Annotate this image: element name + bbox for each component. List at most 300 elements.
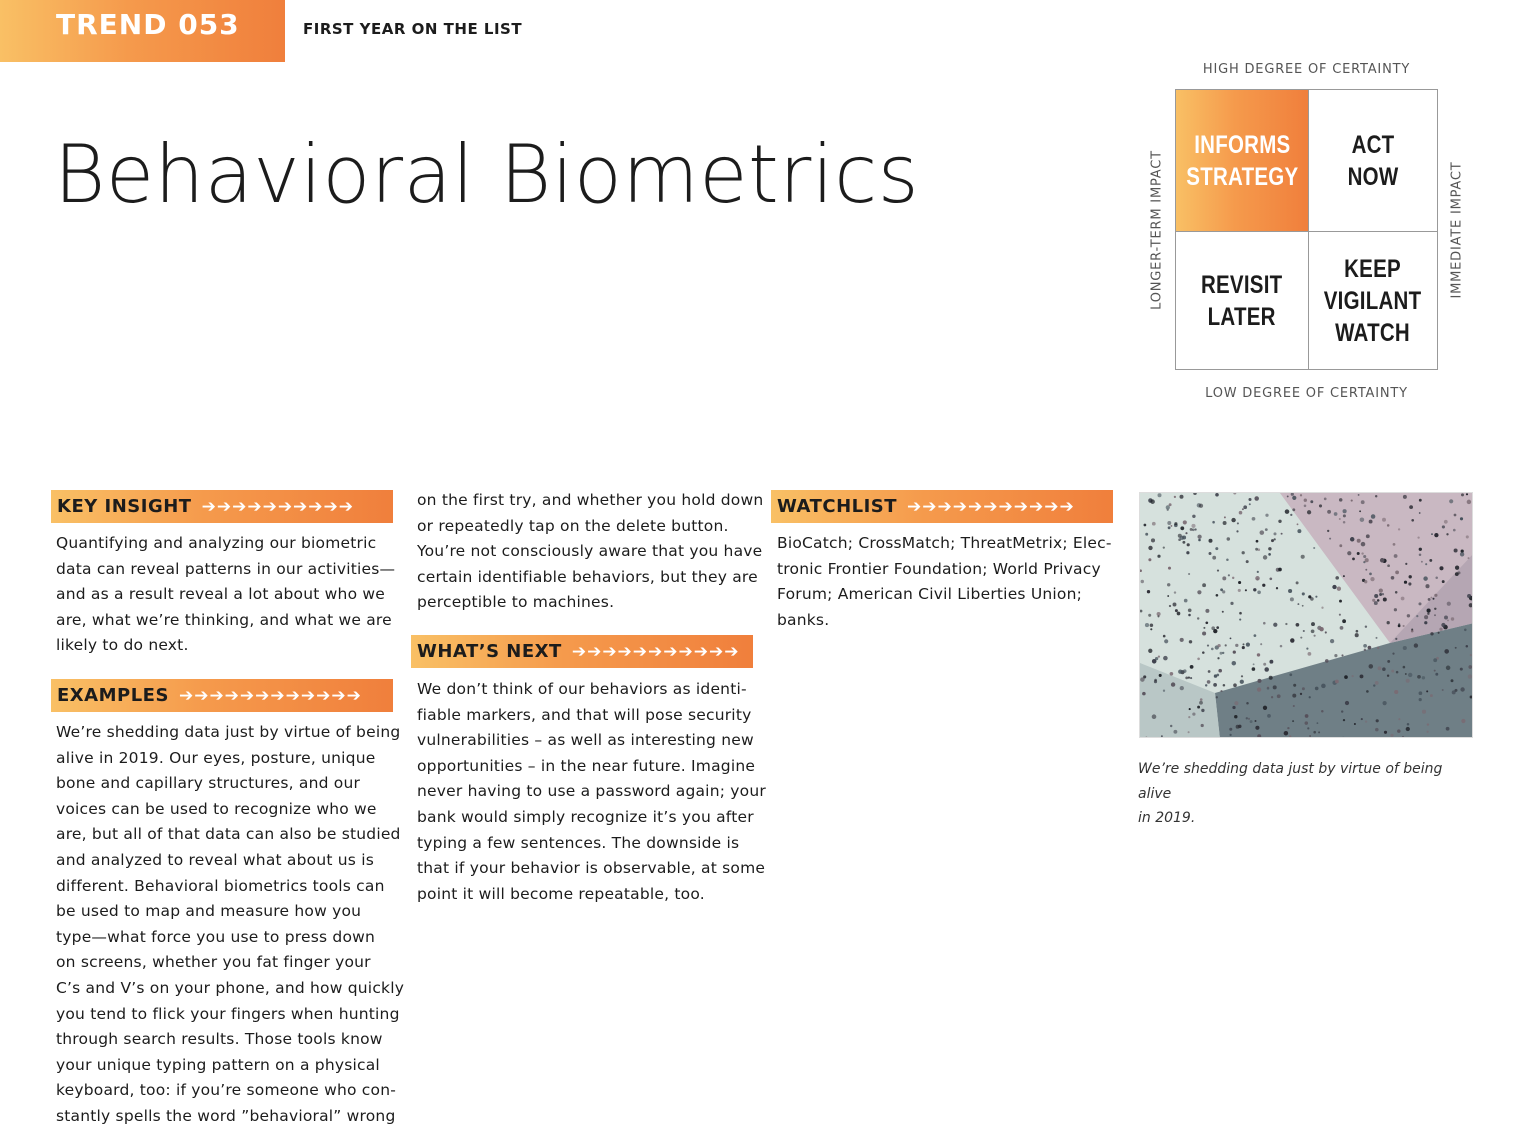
text-line: your unique typing pattern on a physical	[56, 1055, 380, 1074]
caption-line: in 2019.	[1138, 810, 1196, 826]
person-dot	[1321, 607, 1323, 609]
person-dot	[1168, 526, 1171, 529]
person-dot	[1311, 629, 1315, 633]
person-dot	[1199, 701, 1203, 705]
person-dot	[1197, 617, 1199, 619]
person-dot	[1434, 614, 1436, 616]
person-dot	[1395, 571, 1399, 575]
person-dot	[1273, 623, 1277, 627]
person-dot	[1308, 652, 1312, 656]
person-dot	[1290, 597, 1294, 601]
text-line: are, but all of that data can also be studied	[56, 825, 401, 844]
person-dot	[1302, 687, 1305, 690]
person-dot	[1425, 584, 1429, 588]
person-dot	[1435, 576, 1438, 579]
person-dot	[1264, 667, 1269, 672]
person-dot	[1358, 494, 1360, 496]
person-dot	[1430, 597, 1432, 599]
text-line: be used to map and measure how you	[56, 902, 362, 921]
matrix-axis-left: LONGER-TERM IMPACT	[1149, 150, 1165, 310]
person-dot	[1411, 628, 1413, 630]
person-dot	[1418, 602, 1421, 605]
person-dot	[1416, 615, 1418, 617]
person-dot	[1257, 653, 1260, 656]
person-dot	[1293, 705, 1295, 707]
person-dot	[1383, 701, 1387, 705]
person-dot	[1363, 644, 1367, 648]
section-heading: WATCHLIST	[777, 496, 898, 517]
person-dot	[1214, 674, 1217, 677]
person-dot	[1205, 609, 1209, 613]
person-dot	[1321, 710, 1324, 713]
person-dot	[1433, 598, 1435, 600]
person-dot	[1145, 533, 1148, 536]
person-dot	[1419, 554, 1422, 557]
person-dot	[1398, 625, 1401, 628]
person-dot	[1369, 573, 1372, 576]
person-dot	[1194, 528, 1196, 530]
person-dot	[1387, 524, 1390, 527]
person-dot	[1434, 533, 1438, 537]
person-dot	[1300, 637, 1302, 639]
person-dot	[1255, 720, 1257, 722]
person-dot	[1292, 496, 1296, 500]
person-dot	[1197, 590, 1201, 594]
person-dot	[1460, 517, 1463, 520]
person-dot	[1446, 666, 1451, 671]
person-dot	[1344, 675, 1348, 679]
person-dot	[1201, 724, 1204, 727]
person-dot	[1360, 674, 1364, 678]
person-dot	[1158, 493, 1162, 497]
arrow-right-icon: ➔➔➔➔➔➔➔➔➔➔➔➔	[178, 685, 362, 706]
person-dot	[1435, 673, 1438, 676]
person-dot	[1225, 644, 1227, 646]
person-dot	[1342, 619, 1346, 623]
person-dot	[1150, 499, 1155, 504]
text-line: type—what force you use to press down	[56, 927, 376, 946]
text-line: on screens, whether you fat finger your	[56, 953, 371, 972]
text-line: you tend to flick your fingers when hunting	[56, 1004, 400, 1023]
person-dot	[1419, 548, 1422, 551]
person-dot	[1383, 598, 1387, 602]
person-dot	[1290, 638, 1294, 642]
text-line: We’re shedding data just by virtue of being	[56, 723, 401, 741]
person-dot	[1354, 723, 1356, 725]
person-dot	[1361, 500, 1365, 504]
person-dot	[1255, 576, 1260, 581]
trend-number: TREND 053	[56, 8, 240, 41]
person-dot	[1447, 602, 1451, 606]
person-dot	[1223, 684, 1226, 687]
person-dot	[1364, 649, 1366, 651]
text-line: data can reveal patterns in our activities—	[56, 559, 396, 578]
person-dot	[1334, 654, 1337, 657]
person-dot	[1318, 731, 1320, 733]
matrix-cell-label: ACT NOW	[1347, 130, 1399, 191]
person-dot	[1263, 622, 1266, 625]
person-dot	[1284, 731, 1289, 736]
person-dot	[1205, 621, 1208, 624]
person-dot	[1216, 594, 1219, 597]
person-dot	[1184, 599, 1188, 603]
matrix-cell-label: KEEP VIGILANT WATCH	[1324, 254, 1422, 347]
person-dot	[1217, 657, 1219, 659]
person-dot	[1189, 640, 1192, 643]
text-line: perceptible to machines.	[417, 593, 615, 612]
text-line: bank would simply recognize it’s you after	[417, 807, 754, 826]
person-dot	[1161, 735, 1163, 737]
person-dot	[1203, 627, 1205, 629]
person-dot	[1394, 690, 1398, 694]
text-line: Forum; American Civil Liberties Union;	[777, 585, 1083, 604]
person-dot	[1407, 723, 1410, 726]
person-dot	[1173, 730, 1177, 734]
person-dot	[1265, 528, 1268, 531]
text-line: alive in 2019. Our eyes, posture, unique	[56, 748, 376, 767]
person-dot	[1147, 590, 1150, 593]
person-dot	[1453, 529, 1456, 532]
person-dot	[1390, 734, 1393, 737]
person-dot	[1451, 679, 1454, 682]
person-dot	[1257, 590, 1261, 594]
examples-text-continued	[417, 488, 763, 616]
person-dot	[1340, 626, 1344, 630]
matrix-cell-informs-strategy	[1176, 90, 1308, 231]
person-dot	[1278, 568, 1282, 572]
person-dot	[1242, 508, 1244, 510]
person-dot	[1168, 567, 1171, 570]
person-dot	[1403, 625, 1405, 627]
person-dot	[1419, 691, 1423, 695]
person-dot	[1230, 638, 1232, 640]
person-dot	[1439, 566, 1443, 570]
text-line: typing a few sentences. The downside is	[417, 833, 740, 852]
person-dot	[1391, 576, 1395, 580]
person-dot	[1185, 677, 1188, 680]
text-line: fiable markers, and that will pose security	[417, 705, 752, 724]
person-dot	[1234, 701, 1238, 705]
person-dot	[1419, 499, 1422, 502]
text-line: tronic Frontier Foundation; World Privacy	[777, 559, 1101, 578]
person-dot	[1361, 542, 1366, 547]
person-dot	[1229, 728, 1232, 731]
person-dot	[1467, 594, 1471, 598]
person-dot	[1387, 621, 1390, 624]
person-dot	[1152, 714, 1157, 719]
person-dot	[1414, 643, 1418, 647]
person-dot	[1155, 657, 1158, 660]
person-dot	[1218, 669, 1222, 673]
person-dot	[1376, 719, 1379, 722]
photo-caption	[1138, 757, 1478, 831]
person-dot	[1202, 651, 1205, 654]
person-dot	[1409, 575, 1412, 578]
person-dot	[1357, 539, 1361, 543]
text-line: Quantifying and analyzing our biometric	[56, 534, 377, 552]
person-dot	[1419, 512, 1421, 514]
person-dot	[1242, 551, 1245, 554]
person-dot	[1163, 546, 1165, 548]
person-dot	[1398, 718, 1400, 720]
person-dot	[1257, 687, 1261, 691]
person-dot	[1238, 589, 1241, 592]
person-dot	[1224, 516, 1226, 518]
person-dot	[1180, 536, 1184, 540]
person-dot	[1220, 652, 1223, 655]
person-dot	[1167, 521, 1171, 525]
person-dot	[1289, 735, 1291, 737]
person-dot	[1405, 563, 1407, 565]
person-dot	[1407, 614, 1410, 617]
person-dot	[1280, 645, 1283, 648]
person-dot	[1252, 667, 1256, 671]
person-dot	[1343, 514, 1346, 517]
person-dot	[1309, 737, 1312, 738]
person-dot	[1319, 627, 1323, 631]
person-dot	[1188, 716, 1190, 718]
person-dot	[1356, 630, 1359, 633]
person-dot	[1311, 622, 1315, 626]
person-dot	[1363, 555, 1366, 558]
person-dot	[1387, 564, 1390, 567]
person-dot	[1339, 614, 1341, 616]
text-line: and as a result reveal a lot about who we	[56, 585, 385, 604]
text-line: point it will become repeatable, too.	[417, 884, 705, 903]
person-dot	[1271, 539, 1274, 542]
person-dot	[1209, 552, 1212, 555]
person-dot	[1460, 552, 1464, 556]
text-line: banks.	[777, 610, 830, 629]
person-dot	[1192, 515, 1195, 518]
person-dot	[1236, 725, 1240, 729]
person-dot	[1166, 505, 1170, 509]
person-dot	[1269, 676, 1273, 680]
person-dot	[1148, 649, 1152, 653]
person-dot	[1442, 580, 1445, 583]
person-dot	[1159, 674, 1162, 677]
person-dot	[1375, 495, 1377, 497]
person-dot	[1183, 669, 1186, 672]
examples-text	[56, 720, 404, 1130]
matrix-cell-keep-vigilant-watch	[1308, 231, 1437, 369]
person-dot	[1347, 551, 1351, 555]
text-line: opportunities – in the near future. Imagine	[417, 756, 756, 775]
person-dot	[1444, 616, 1448, 620]
person-dot	[1409, 505, 1413, 509]
text-line: C’s and V’s on your phone, and how quickly	[56, 978, 405, 997]
person-dot	[1252, 517, 1256, 521]
person-dot	[1422, 710, 1426, 714]
person-dot	[1182, 541, 1185, 544]
person-dot	[1246, 702, 1249, 705]
person-dot	[1175, 609, 1178, 612]
person-dot	[1197, 535, 1201, 539]
person-dot	[1250, 720, 1253, 723]
person-dot	[1268, 547, 1271, 550]
person-dot	[1403, 495, 1407, 499]
text-line: certain identifiable behaviors, but they are	[417, 567, 758, 586]
person-dot	[1254, 634, 1257, 637]
person-dot	[1243, 505, 1247, 509]
person-dot	[1262, 584, 1265, 587]
person-dot	[1189, 708, 1191, 710]
person-dot	[1144, 524, 1147, 527]
person-dot	[1216, 626, 1219, 629]
person-dot	[1253, 663, 1255, 665]
person-dot	[1469, 603, 1473, 607]
section-heading: WHAT’S NEXT	[417, 641, 562, 662]
person-dot	[1287, 495, 1289, 497]
person-dot	[1177, 612, 1181, 616]
person-dot	[1345, 701, 1349, 705]
person-dot	[1357, 552, 1360, 555]
person-dot	[1235, 644, 1238, 647]
person-dot	[1365, 569, 1367, 571]
person-dot	[1207, 680, 1211, 684]
person-dot	[1379, 588, 1383, 592]
person-dot	[1377, 647, 1379, 649]
person-dot	[1343, 509, 1347, 513]
person-dot	[1374, 601, 1378, 605]
person-dot	[1455, 566, 1459, 570]
person-dot	[1249, 503, 1251, 505]
person-dot	[1325, 659, 1329, 663]
person-dot	[1238, 581, 1241, 584]
person-dot	[1171, 682, 1175, 686]
person-dot	[1236, 530, 1238, 532]
person-dot	[1464, 629, 1467, 632]
person-dot	[1246, 560, 1249, 563]
text-line: that if your behavior is observable, at some	[417, 859, 766, 878]
person-dot	[1341, 654, 1343, 656]
person-dot	[1444, 520, 1448, 524]
person-dot	[1470, 696, 1473, 699]
person-dot	[1289, 673, 1292, 676]
person-dot	[1151, 538, 1155, 542]
person-dot	[1441, 623, 1445, 627]
person-dot	[1421, 561, 1423, 563]
person-dot	[1239, 511, 1243, 515]
person-dot	[1447, 619, 1449, 621]
person-dot	[1361, 718, 1363, 720]
person-dot	[1373, 684, 1375, 686]
person-dot	[1263, 663, 1266, 666]
person-dot	[1169, 605, 1171, 607]
person-dot	[1255, 548, 1258, 551]
person-dot	[1330, 639, 1334, 643]
person-dot	[1343, 719, 1345, 721]
person-dot	[1329, 538, 1331, 540]
person-dot	[1365, 558, 1369, 562]
text-line: We don’t think of our behaviors as identi-	[417, 680, 747, 698]
person-dot	[1248, 718, 1250, 720]
list-status: FIRST YEAR ON THE LIST	[303, 20, 523, 38]
person-dot	[1263, 555, 1267, 559]
person-dot	[1217, 644, 1220, 647]
person-dot	[1402, 736, 1404, 738]
person-dot	[1242, 646, 1245, 649]
watchlist-header	[771, 490, 1113, 523]
person-dot	[1174, 522, 1177, 525]
text-line: or repeatedly tap on the delete button.	[417, 516, 729, 535]
person-dot	[1371, 514, 1376, 519]
person-dot	[1424, 615, 1428, 619]
person-dot	[1186, 551, 1189, 554]
person-dot	[1148, 558, 1151, 561]
person-dot	[1384, 731, 1387, 734]
person-dot	[1293, 684, 1296, 687]
person-dot	[1237, 522, 1239, 524]
person-dot	[1467, 500, 1471, 504]
person-dot	[1307, 727, 1309, 729]
person-dot	[1296, 581, 1299, 584]
person-dot	[1304, 499, 1307, 502]
person-dot	[1427, 609, 1431, 613]
person-dot	[1222, 576, 1226, 580]
person-dot	[1253, 588, 1256, 591]
person-dot	[1188, 614, 1191, 617]
person-dot	[1365, 720, 1367, 722]
person-dot	[1424, 621, 1427, 624]
person-dot	[1350, 537, 1355, 542]
person-dot	[1401, 597, 1405, 601]
person-dot	[1188, 608, 1192, 612]
person-dot	[1248, 498, 1251, 501]
person-dot	[1393, 543, 1396, 546]
person-dot	[1305, 721, 1308, 724]
person-dot	[1271, 696, 1273, 698]
whats-next-text	[417, 677, 766, 907]
person-dot	[1170, 525, 1172, 527]
person-dot	[1403, 666, 1406, 669]
text-line: are, what we’re thinking, and what we are	[56, 610, 392, 629]
person-dot	[1202, 583, 1206, 587]
person-dot	[1164, 639, 1168, 643]
person-dot	[1339, 600, 1342, 603]
person-dot	[1419, 698, 1422, 701]
person-dot	[1382, 518, 1386, 522]
text-line: different. Behavioral biometrics tools can	[56, 876, 385, 895]
person-dot	[1257, 571, 1259, 573]
person-dot	[1220, 690, 1222, 692]
person-dot	[1305, 714, 1309, 718]
person-dot	[1431, 533, 1433, 535]
person-dot	[1468, 665, 1472, 669]
person-dot	[1365, 625, 1367, 627]
person-dot	[1254, 496, 1259, 501]
person-dot	[1368, 646, 1372, 650]
person-dot	[1454, 514, 1457, 517]
text-line: bone and capillary structures, and our	[56, 774, 361, 793]
text-line: vulnerabilities – as well as interesting new	[417, 731, 754, 750]
person-dot	[1434, 594, 1437, 597]
person-dot	[1313, 731, 1316, 734]
person-dot	[1167, 595, 1169, 597]
person-dot	[1231, 518, 1235, 522]
person-dot	[1234, 715, 1237, 718]
person-dot	[1174, 591, 1176, 593]
person-dot	[1143, 675, 1146, 678]
person-dot	[1341, 710, 1343, 712]
matrix-axis-bottom: LOW DEGREE OF CERTAINTY	[1205, 386, 1408, 401]
person-dot	[1425, 563, 1427, 565]
person-dot	[1369, 664, 1374, 669]
person-dot	[1466, 535, 1469, 538]
person-dot	[1239, 619, 1241, 621]
person-dot	[1190, 677, 1192, 679]
matrix-cell-revisit-later	[1176, 231, 1308, 369]
